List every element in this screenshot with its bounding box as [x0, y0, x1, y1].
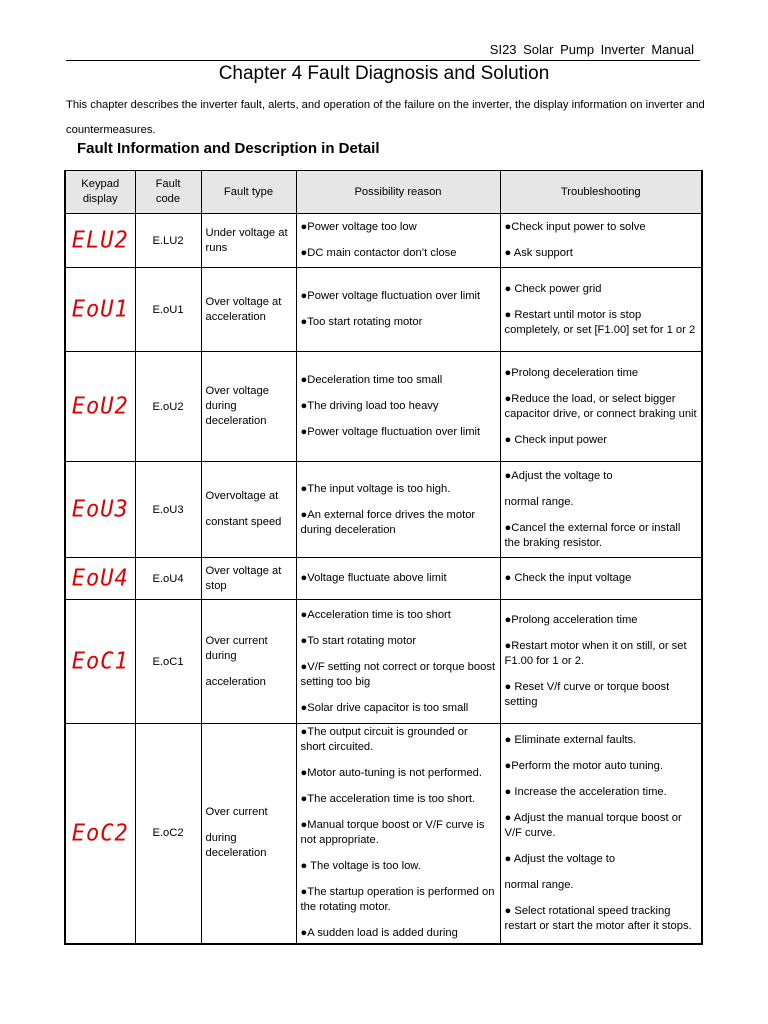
- fault-type-line: during deceleration: [205, 832, 267, 860]
- troubleshooting-item: ●Adjust the voltage to: [504, 469, 613, 482]
- reason-item: ●A sudden load is added during: [300, 927, 458, 940]
- table-row: [65, 600, 702, 724]
- troubleshooting-item: ● Ask support: [504, 247, 573, 259]
- troubleshooting-item: ●Reduce the load, or select bigger capacitor drive, or connect braking unit: [504, 392, 697, 420]
- fault-code-cell: E.oC2: [135, 724, 201, 944]
- possibility-reason-cell: [296, 268, 500, 352]
- reason-item: ●Voltage fluctuate above limit: [300, 572, 447, 584]
- troubleshooting-cell: [500, 268, 702, 352]
- header-rule: [66, 60, 700, 61]
- fault-table: [64, 170, 703, 945]
- fault-type-cell: [201, 462, 296, 558]
- fault-type-line: Over current: [205, 806, 268, 819]
- troubleshooting-cell: [500, 724, 702, 944]
- reason-item: ●Solar drive capacitor is too small: [300, 701, 469, 714]
- troubleshooting-item: ● Restart until motor is stop completely, or set [F1.00] set for 1 or 2: [504, 308, 696, 336]
- fault-type-line: Over current during: [205, 634, 268, 662]
- fault-type-line: Over voltage at acceleration: [205, 295, 282, 323]
- table-header-row: [65, 171, 702, 214]
- possibility-reason-cell: [296, 558, 500, 600]
- reason-item: ● The voltage is too low.: [300, 860, 421, 873]
- troubleshooting-item: normal range.: [504, 495, 574, 508]
- reason-item: ●Power voltage fluctuation over limit: [300, 426, 481, 438]
- page-header: SI23 Solar Pump Inverter Manual: [489, 42, 694, 57]
- section-title: Fault Information and Description in Detail: [77, 140, 380, 157]
- reason-item: ●Power voltage fluctuation over limit: [300, 290, 481, 302]
- fault-type-line: Over voltage at stop: [205, 564, 282, 592]
- reason-item: ●The input voltage is too high.: [300, 482, 451, 495]
- reason-item: ●To start rotating motor: [300, 634, 417, 647]
- fault-code-cell: E.oU3: [135, 462, 201, 558]
- reason-item: ●Manual torque boost or V/F curve is not appropriate.: [300, 819, 485, 847]
- troubleshooting-item: ● Check power grid: [504, 282, 602, 295]
- table-row: [65, 214, 702, 268]
- reason-item: ●The output circuit is grounded or short circuited.: [300, 726, 468, 754]
- troubleshooting-item: ● Check the input voltage: [504, 572, 632, 584]
- troubleshooting-item: ●Perform the motor auto tuning.: [504, 759, 663, 772]
- header-keypad-display: Keypad display: [65, 171, 135, 214]
- seven-segment-display: EoU3: [71, 496, 129, 523]
- keypad-display-cell: [65, 558, 135, 600]
- troubleshooting-item: ●Check input power to solve: [504, 221, 646, 233]
- seven-segment-display: EoC2: [71, 820, 129, 847]
- troubleshooting-item: ● Reset V/f curve or torque boost setting: [504, 681, 670, 708]
- header-troubleshooting: Troubleshooting: [500, 171, 702, 214]
- reason-item: ●DC main contactor don’t close: [300, 247, 457, 259]
- fault-type-line: Over voltage during deceleration: [205, 385, 269, 427]
- possibility-reason-cell: [296, 352, 500, 462]
- seven-segment-display: EoU1: [71, 296, 129, 323]
- fault-code-cell: E.oU1: [135, 268, 201, 352]
- troubleshooting-cell: [500, 462, 702, 558]
- seven-segment-display: EoU4: [71, 565, 129, 592]
- fault-code-cell: E.oU4: [135, 558, 201, 600]
- keypad-display-cell: [65, 268, 135, 352]
- troubleshooting-cell: [500, 600, 702, 724]
- troubleshooting-item: ●Cancel the external force or install the braking resistor.: [504, 521, 681, 549]
- table-row: [65, 352, 702, 462]
- troubleshooting-item: normal range.: [504, 878, 574, 891]
- troubleshooting-item: ● Eliminate external faults.: [504, 733, 637, 746]
- fault-type-line: constant speed: [205, 516, 282, 528]
- fault-type-cell: [201, 558, 296, 600]
- seven-segment-display: EoC1: [71, 648, 129, 675]
- reason-item: ●The acceleration time is too short.: [300, 793, 476, 806]
- fault-code-cell: E.LU2: [135, 214, 201, 268]
- reason-item: ●The startup operation is performed on the rotating motor.: [300, 886, 495, 914]
- header-possibility-reason: Possibility reason: [296, 171, 500, 214]
- troubleshooting-item: ●Prolong acceleration time: [504, 614, 638, 626]
- troubleshooting-item: ● Select rotational speed tracking restart or start the motor after it stops.: [504, 904, 692, 932]
- possibility-reason-cell: [296, 724, 500, 944]
- fault-type-line: acceleration: [205, 675, 266, 688]
- troubleshooting-item: ●Prolong deceleration time: [504, 366, 639, 379]
- fault-type-line: Overvoltage at: [205, 490, 279, 502]
- troubleshooting-cell: [500, 214, 702, 268]
- table-row: [65, 558, 702, 600]
- reason-item: ●Power voltage too low: [300, 221, 417, 233]
- keypad-display-cell: [65, 214, 135, 268]
- troubleshooting-item: ● Adjust the voltage to: [504, 852, 616, 865]
- fault-type-line: Under voltage at runs: [205, 226, 288, 254]
- keypad-display-cell: [65, 462, 135, 558]
- possibility-reason-cell: [296, 462, 500, 558]
- reason-item: ●An external force drives the motor during deceleration: [300, 508, 476, 536]
- reason-item: ●V/F setting not correct or torque boost setting too big: [300, 660, 496, 688]
- table-row: [65, 268, 702, 352]
- fault-type-cell: [201, 352, 296, 462]
- troubleshooting-cell: [500, 352, 702, 462]
- fault-type-cell: [201, 268, 296, 352]
- possibility-reason-cell: [296, 600, 500, 724]
- fault-type-cell: [201, 600, 296, 724]
- troubleshooting-item: ● Adjust the manual torque boost or V/F curve.: [504, 811, 682, 839]
- troubleshooting-item: ● Increase the acceleration time.: [504, 785, 667, 798]
- reason-item: ●Deceleration time too small: [300, 374, 443, 386]
- header-fault-type: Fault type: [201, 171, 296, 214]
- reason-item: ●Motor auto-tuning is not performed.: [300, 767, 482, 780]
- fault-code-cell: E.oC1: [135, 600, 201, 724]
- reason-item: ●The driving load too heavy: [300, 400, 439, 412]
- table-row: [65, 724, 702, 944]
- keypad-display-cell: [65, 600, 135, 724]
- intro-paragraph: This chapter describes the inverter fault, alerts, and operation of the failure on the inverter, the display information on inverter and countermeasures.: [66, 99, 705, 136]
- fault-type-cell: [201, 724, 296, 944]
- chapter-title: Chapter 4 Fault Diagnosis and Solution: [218, 63, 550, 84]
- reason-item: ●Too start rotating motor: [300, 316, 423, 328]
- troubleshooting-item: ●Restart motor when it on still, or set F1.00 for 1 or 2.: [504, 640, 687, 667]
- header-fault-code: Fault code: [135, 171, 201, 214]
- possibility-reason-cell: [296, 214, 500, 268]
- troubleshooting-item: ● Check input power: [504, 433, 608, 446]
- reason-item: ●Acceleration time is too short: [300, 608, 451, 621]
- seven-segment-display: EoU2: [71, 393, 129, 420]
- keypad-display-cell: [65, 352, 135, 462]
- keypad-display-cell: [65, 724, 135, 944]
- troubleshooting-cell: [500, 558, 702, 600]
- fault-type-cell: [201, 214, 296, 268]
- seven-segment-display: ELU2: [71, 227, 129, 254]
- fault-code-cell: E.oU2: [135, 352, 201, 462]
- table-row: [65, 462, 702, 558]
